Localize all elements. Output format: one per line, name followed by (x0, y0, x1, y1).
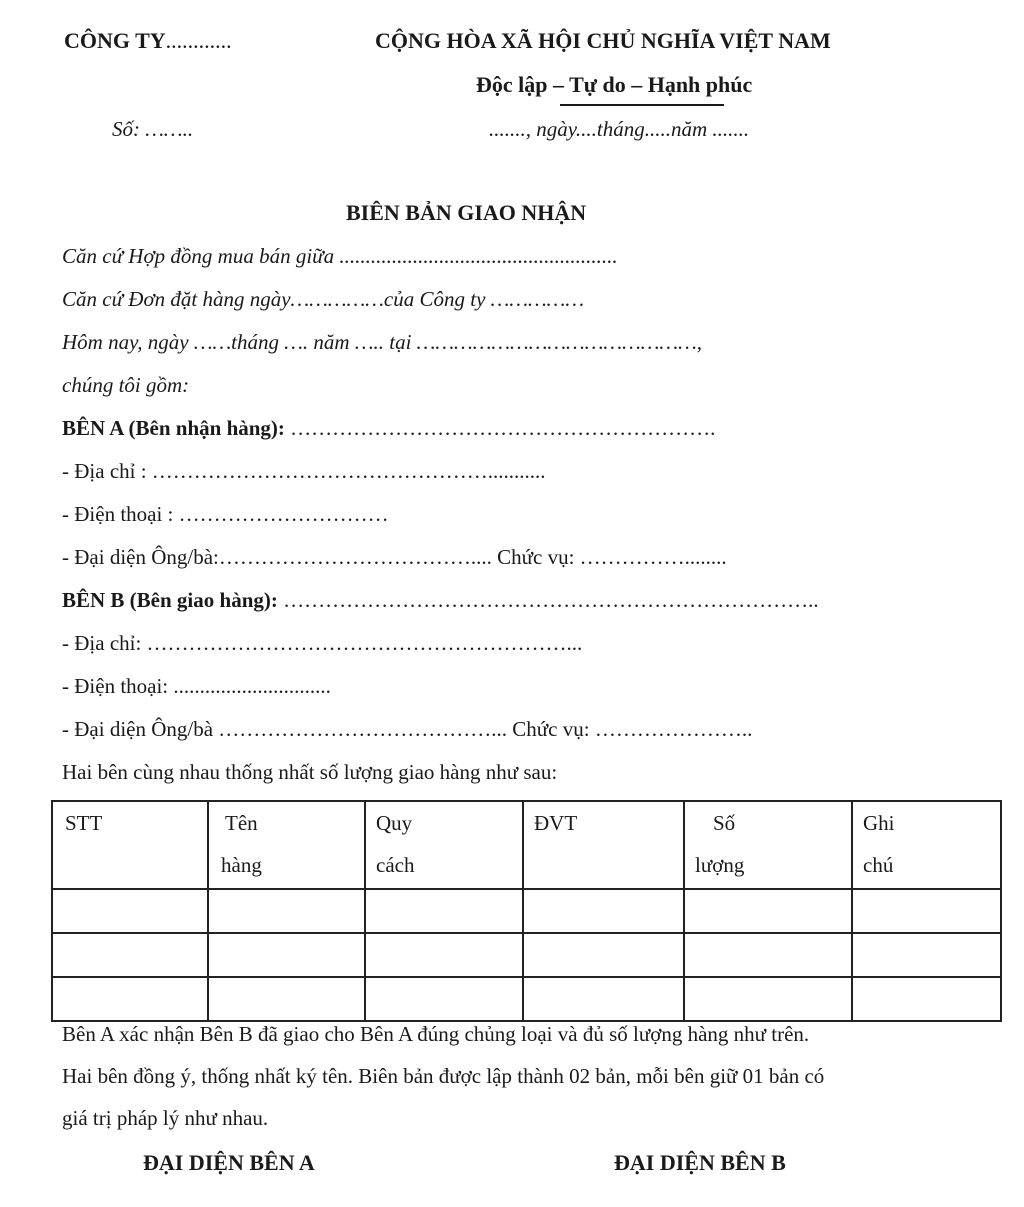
header-unit: ĐVT (523, 801, 684, 889)
table-cell[interactable] (208, 977, 365, 1021)
intro-order-basis: Căn cứ Đơn đặt hàng ngày……………của Công ty …………… (62, 287, 585, 311)
table-cell[interactable] (523, 977, 684, 1021)
party-b-phone: - Điện thoại: .............................. (62, 674, 331, 698)
party-a-address: - Địa chỉ : …………………………………………........... (62, 459, 546, 483)
closing-agreement: Hai bên đồng ý, thống nhất ký tên. Biên bản được lập thành 02 bản, mỗi bên giữ 01 bản có (62, 1064, 825, 1088)
table-row (52, 933, 1001, 977)
table-cell[interactable] (52, 889, 208, 933)
table-cell[interactable] (523, 933, 684, 977)
intro-contract-basis: Căn cứ Hợp đồng mua bán giữa ..................................................... (62, 244, 618, 268)
table-cell[interactable] (365, 933, 523, 977)
table-header-row (52, 801, 1001, 889)
company-name (64, 28, 232, 54)
closing-confirmation: Bên A xác nhận Bên B đã giao cho Bên A đúng chủng loại và đủ số lượng hàng như trên. (62, 1022, 810, 1046)
header-note: Ghi chú (852, 801, 1001, 889)
header-stt: STT (52, 801, 208, 889)
table-cell[interactable] (208, 933, 365, 977)
header-specification: Quy cách (365, 801, 523, 889)
party-b-representative: - Đại diện Ông/bà …………………………………... Chức vụ: ………………….. (62, 717, 753, 741)
agreement-intro: Hai bên cùng nhau thống nhất số lượng giao hàng như sau: (62, 760, 558, 784)
party-a-heading: BÊN A (Bên nhận hàng): (62, 416, 285, 440)
motto-underline (560, 104, 724, 106)
table-cell[interactable] (852, 889, 1001, 933)
party-a-representative: - Đại diện Ông/bà:……………………………….... Chức vụ: ……………........ (62, 545, 727, 569)
national-motto: Độc lập – Tự do – Hạnh phúc (476, 72, 753, 97)
table-cell[interactable] (684, 889, 852, 933)
party-a-name-blank: ……………………………………………………. (284, 416, 716, 440)
table-cell[interactable] (852, 933, 1001, 977)
company-blank: ............ (165, 28, 232, 53)
intro-date-place: Hôm nay, ngày ……tháng …. năm ….. tại ………………………………………, (62, 330, 703, 354)
table-cell[interactable] (208, 889, 365, 933)
party-b-name-blank: ………………………………………………………………….. (277, 588, 819, 612)
national-title: CỘNG HÒA XÃ HỘI CHỦ NGHĨA VIỆT NAM (375, 28, 831, 53)
document-title: BIÊN BẢN GIAO NHẬN (346, 200, 587, 225)
party-b-heading: BÊN B (Bên giao hàng): (62, 588, 278, 612)
company-label: CÔNG TY (64, 28, 166, 53)
table-cell[interactable] (52, 933, 208, 977)
table-row (52, 889, 1001, 933)
party-b-address: - Địa chỉ: ……………………………………………………... (62, 631, 583, 655)
table-cell[interactable] (684, 933, 852, 977)
goods-table (51, 800, 1002, 1022)
table-cell[interactable] (523, 889, 684, 933)
table-cell[interactable] (52, 977, 208, 1021)
intro-parties: chúng tôi gồm: (62, 373, 190, 397)
signature-party-b: ĐẠI DIỆN BÊN B (614, 1150, 786, 1175)
table-row (52, 977, 1001, 1021)
header-quantity: Số lượng (684, 801, 852, 889)
table-cell[interactable] (365, 889, 523, 933)
signature-party-a: ĐẠI DIỆN BÊN A (143, 1150, 315, 1175)
document-date: ......., ngày....tháng.....năm ....... (489, 117, 750, 141)
table-cell[interactable] (365, 977, 523, 1021)
party-a-heading-line (62, 416, 715, 441)
closing-validity: giá trị pháp lý như nhau. (62, 1106, 269, 1130)
header-product-name: Tên hàng (208, 801, 365, 889)
document-number: Số: …….. (112, 117, 194, 141)
party-b-heading-line (62, 588, 819, 613)
party-a-phone: - Điện thoại : ………………………… (62, 502, 389, 526)
table-cell[interactable] (684, 977, 852, 1021)
table-cell[interactable] (852, 977, 1001, 1021)
